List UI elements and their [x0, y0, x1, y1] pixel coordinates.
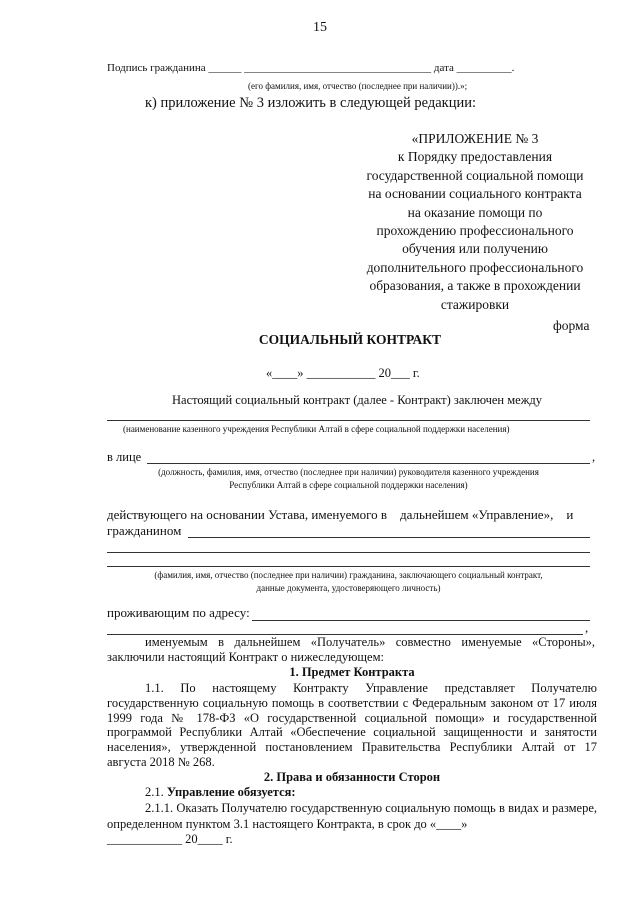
appendix-header-line: на оказание помощи по — [407, 204, 543, 220]
citizen-caption-line: данные документа, удостоверяющего личность) — [256, 583, 441, 593]
parties-text: именуемым в дальнейшем «Получатель» совместно именуемые «Стороны», — [145, 635, 595, 649]
section-2-1-1-end: ____________ 20____ г. — [107, 832, 233, 846]
citizen-caption-line: (фамилия, имя, отчество (последнее при наличии) гражданина, заключающего социальный контракт, — [154, 570, 543, 580]
signature-line: Подпись гражданина ______ __________________________________ дата __________. — [107, 62, 515, 74]
address-fill-line — [252, 620, 590, 621]
page-number: 15 — [313, 20, 327, 35]
appendix-header-line: государственной социальной помощи — [366, 167, 584, 183]
appendix-header-line: к Порядку предоставления — [397, 149, 553, 165]
section-2-1-number: 2.1. — [145, 785, 164, 799]
represented-by-label: в лице — [107, 450, 142, 464]
signature-caption: (его фамилия, имя, отчество (последнее при наличии)).»; — [248, 81, 468, 91]
section-2-heading: 2. Права и обязанности Сторон — [263, 770, 441, 784]
representative-caption — [107, 466, 590, 492]
section-2-1-1-text: 2.1.1. Оказать Получателю государственную социальную помощь в видах и размере, определенном пунктом 3.1 настоящего Контракта, в срок до «____» — [107, 801, 597, 831]
citizen-fill-line-2 — [107, 552, 590, 553]
section-2-1-heading: Управление обязуется: — [166, 785, 296, 799]
representative-caption-line: (должность, фамилия, имя, отчество (последнее при наличии) руководителя казенного учреждения — [158, 467, 539, 477]
section-1-text: 1.1. По настоящему Контракту Управление представляет Получателю государственную социальную помощь в соответствии с Федеральным законом от 17 июля 1999 года № 178-ФЗ «О государственной социальной помощи» и государственной программой Республики Алтай «Обеспечение социальной защищенности и занятости населения», утвержденной постановлением Правительства Республики Алтай от 17 августа 2018 № 268. — [107, 681, 597, 769]
contract-date-line: «____» ___________ 20___ г. — [266, 366, 420, 380]
amendment-intro: к) приложение № 3 изложить в следующей редакции: — [145, 95, 477, 111]
citizen-label: гражданином — [107, 523, 182, 538]
appendix-header-line: «ПРИЛОЖЕНИЕ № 3 — [411, 131, 539, 146]
appendix-header-line: обучения или получению — [402, 241, 548, 257]
institution-fill-line — [107, 420, 590, 421]
contract-title: СОЦИАЛЬНЫЙ КОНТРАКТ — [258, 332, 442, 347]
appendix-header-line: стажировки — [440, 296, 510, 312]
form-label: форма — [553, 318, 590, 333]
acting-line: действующего на основании Устава, именуемого в дальнейшем «Управление», и — [107, 507, 574, 522]
representative-caption-line: Республики Алтай в сфере социальной поддержки населения) — [229, 480, 468, 490]
section-2-1 — [145, 785, 296, 800]
representative-comma: , — [592, 450, 596, 464]
appendix-header-line: на основании социального контракта — [368, 186, 582, 202]
intro-line: Настоящий социальный контракт (далее - Контракт) заключен между — [172, 393, 542, 407]
representative-fill-line — [147, 463, 590, 464]
address-label: проживающим по адресу: — [107, 605, 250, 620]
citizen-fill-line-3 — [107, 566, 590, 567]
citizen-caption — [107, 569, 590, 595]
appendix-header-line: дополнительного профессионального — [366, 259, 584, 275]
appendix-header-line: прохождению профессионального — [376, 223, 574, 239]
appendix-header — [330, 130, 620, 314]
appendix-header-line: образования, а также в прохождении — [369, 278, 581, 294]
citizen-fill-line — [188, 537, 590, 538]
section-1-heading: 1. Предмет Контракта — [289, 665, 415, 679]
parties-text-2: заключили настоящий Контракт о нижеследующем: — [107, 650, 384, 664]
institution-caption: (наименование казенного учреждения Республики Алтай в сфере социальной поддержки населения) — [123, 424, 510, 434]
address-comma: , — [585, 620, 589, 635]
